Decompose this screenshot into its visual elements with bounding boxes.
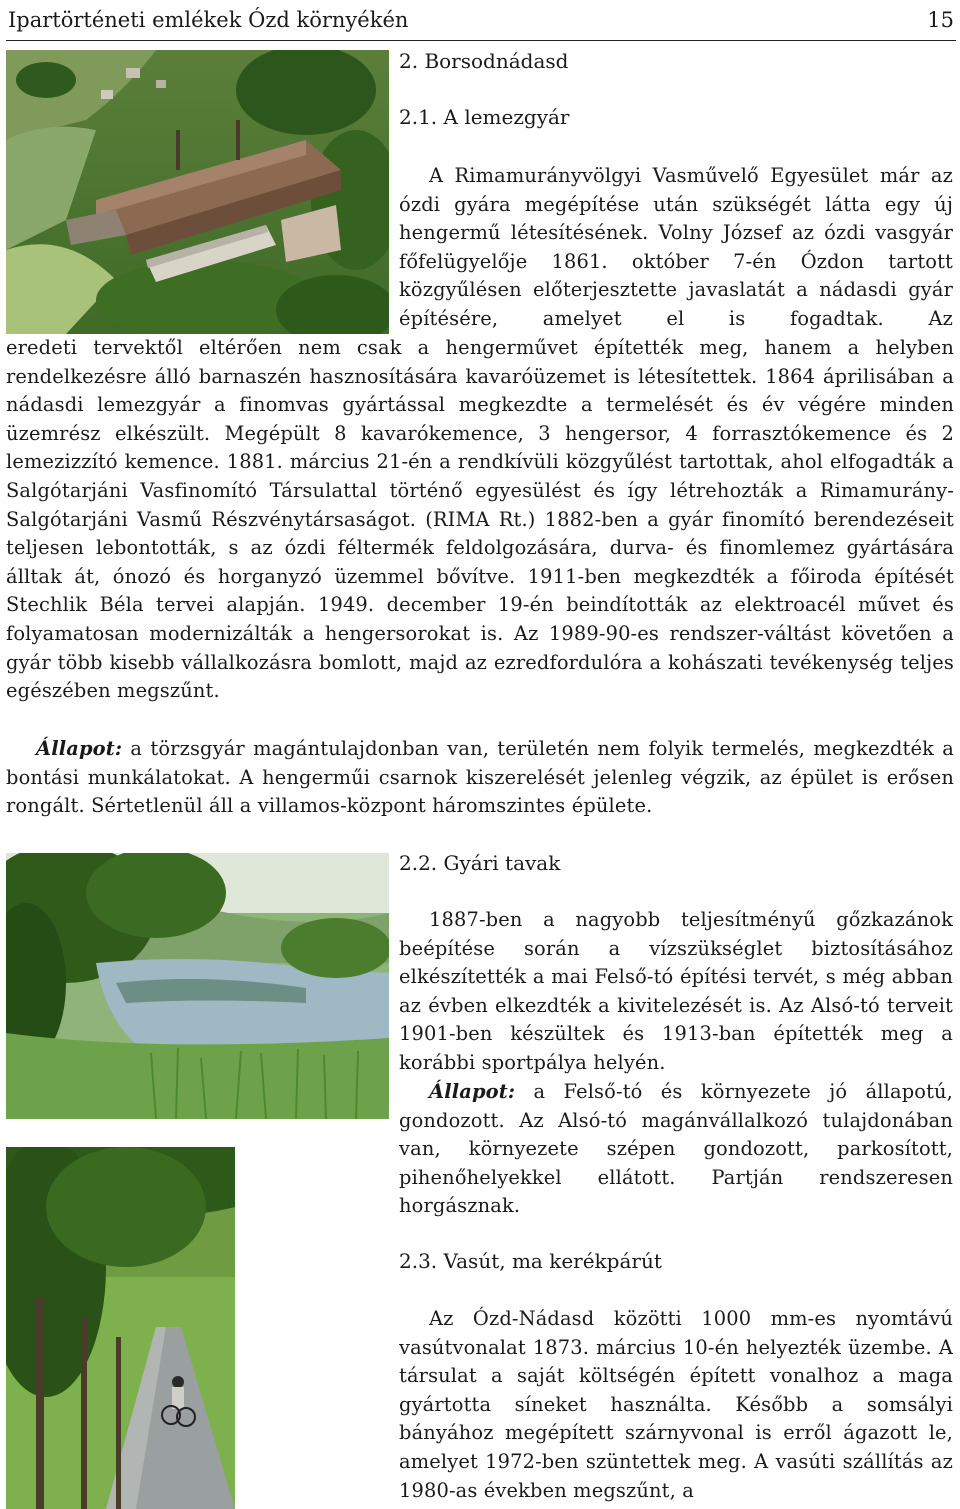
factory-photo [6,50,389,334]
subsection-heading-lemezgyar: 2.1. A lemezgyár [399,105,570,129]
running-header [6,4,956,41]
status-label: Állapot: [36,737,123,760]
lemezgyar-paragraph-narrow [399,162,953,334]
tavak-status-paragraph [399,1078,953,1221]
status-label: Állapot: [429,1080,516,1103]
lemezgyar-text-full: eredeti tervektől eltérően nem csak a hengerművet építették meg, hanem a helyben rendelkezésre álló barnaszén hasznosítására kavaróüzemet is létesítettek. 1864 áprilisában a nádasdi lemezgyár a finomvas gyártással megkezdte a termelését és év végére minden üzemrész elkészült. Megépült 8 kavarókemence, 3 hengersor, 4 forrasztókemence és 2 lemezizzító kemence. 1881. március 21-én a rendkívüli közgyűlést tartottak, ahol elfogadták a Salgótarjáni Vasfinomító Társulattal történő egyesülést és így létrehozták a Rimamurány-Salgótarjáni Vasmű Részvénytársaságot. (RIMA Rt.) 1882-ben a gyár finomító berendezéseit teljesen lebontották, s az ózdi féltermék feldolgozására, durva- és finomlemez gyártására álltak át, ónozó és horganyzó üzemmel bővítve. 1911-ben megkezdték a főiroda építését Stechlik Béla tervei alapján. 1949. december 19-én beindították az elektroacél művet és folyamatosan modernizálták a hengersorokat is. Az 1989-90-es rendszer-váltást követően a gyár több kisebb vállalkozásra bomlott, majd az ezredfordulóra a kohászati tevékenység teljes egészében megszűnt. [6,336,954,703]
vasut-paragraph [399,1305,953,1505]
lake-photo [6,853,389,1119]
lemezgyar-status-paragraph [6,735,954,821]
tavak-text: 1887-ben a nagyobb teljesítményű gőzkazánok beépítése során a vízszükséglet biztosításához elkészítették a mai Felső-tó építési tervét, s még abban az évben elkezdték a kivitelezését is. Az Alsó-tó terveit 1901-ben készültek és 1913-ban építették meg a korábbi sportpálya helyén. [399,908,953,1074]
lemezgyar-paragraph-full [6,334,954,706]
status-text: a törzsgyár magántulajdonban van, területén nem folyik termelés, megkezdték a bontási munkálatokat. A hengerműi csarnok kiszerelését jelenleg végzik, az épület is erősen rongált. Sértetlenül áll a villamos-központ háromszintes épülete. [6,737,954,818]
section-heading: 2. Borsodnádasd [399,49,569,73]
page-number: 15 [927,8,954,32]
tavak-paragraph [399,906,953,1078]
lemezgyar-text-narrow: A Rimamurányvölgyi Vasművelő Egyesület már az ózdi gyára megépítése után szükségét látta egy új hengermű létesítésének. Volny József az ózdi vasgyár főfelügyelője 1861. október 7-én Ózdon tartott közgyűlésen előterjesztette javaslatát a nádasdi gyár építésére, amelyet el is fogadtak. Az [399,164,953,330]
subsection-heading-tavak: 2.2. Gyári tavak [399,851,561,875]
running-title: Ipartörténeti emlékek Ózd környékén [8,8,409,32]
bike-path-photo [6,1147,235,1509]
vasut-text: Az Ózd-Nádasd közötti 1000 mm-es nyomtávú vasútvonalat 1873. március 10-én helyezték üzembe. A társulat a saját költségén épített vonalhoz a maga gyártotta síneket használta. Később a somsályi bányához megépített szárnyvonal is erről ágazott le, amelyet 1972-ben szüntettek meg. A vasúti szállítás az 1980-as években megszűnt, a [399,1307,953,1502]
subsection-heading-vasut: 2.3. Vasút, ma kerékpárút [399,1249,662,1273]
status-text: a Felső-tó és környezete jó állapotú, gondozott. Az Alsó-tó magánvállalkozó tulajdonában van, környezete szépen gondozott, parkosított, pihenőhelyekkel ellátott. Partján rendszeresen horgásznak. [399,1080,953,1218]
